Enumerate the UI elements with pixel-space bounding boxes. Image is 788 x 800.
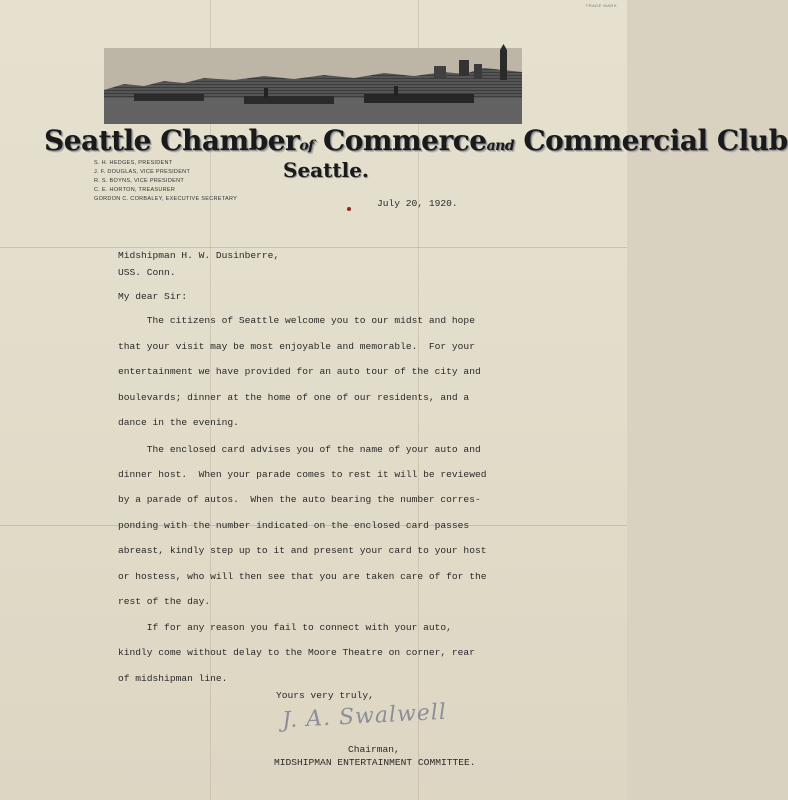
- handwritten-signature: J. A. Swalwell: [281, 699, 448, 734]
- letter-date: July 20, 1920.: [377, 198, 458, 209]
- signer-title: Chairman,: [348, 744, 400, 755]
- officer-line: S. H. HEDGES, PRESIDENT: [94, 160, 173, 166]
- body-line: kindly come without delay to the Moore Theatre on corner, rear: [118, 647, 475, 658]
- body-line: dance in the evening.: [118, 417, 239, 428]
- officer-line: J. F. DOUGLAS, VICE PRESIDENT: [94, 169, 191, 175]
- printer-mark: TRADE MARK: [585, 3, 617, 8]
- body-line: The citizens of Seattle welcome you to our midst and hope: [118, 315, 475, 326]
- club-name: [44, 124, 788, 157]
- officer-line: R. S. BOYNS, VICE PRESIDENT: [94, 178, 185, 184]
- club-name-part: Commercial Club: [523, 124, 788, 157]
- seattle-skyline-engraving: [104, 48, 522, 124]
- body-line: rest of the day.: [118, 596, 211, 607]
- fold-line: [0, 247, 627, 248]
- club-name-connector: and: [486, 138, 515, 154]
- body-line: of midshipman line.: [118, 673, 228, 684]
- body-line: boulevards; dinner at the home of one of our residents, and a: [118, 392, 470, 403]
- body-line: by a parade of autos. When the auto bearing the number corres-: [118, 494, 481, 505]
- ink-dot: [347, 207, 351, 211]
- salutation: My dear Sir:: [118, 291, 188, 302]
- body-line: ponding with the number indicated on the enclosed card passes: [118, 520, 470, 531]
- body-line: entertainment we have provided for an auto tour of the city and: [118, 366, 481, 377]
- committee-name: MIDSHIPMAN ENTERTAINMENT COMMITTEE.: [274, 757, 476, 768]
- body-line: or hostess, who will then see that you are taken care of for the: [118, 571, 487, 582]
- body-line: If for any reason you fail to connect with your auto,: [118, 622, 452, 633]
- city-name: Seattle.: [283, 158, 369, 182]
- officers-list: [94, 159, 237, 204]
- closing: Yours very truly,: [276, 690, 374, 701]
- club-name-part: Seattle Chamber: [44, 124, 300, 157]
- officer-line: C. E. HORTON, TREASURER: [94, 187, 176, 193]
- club-name-part: Commerce: [322, 124, 487, 157]
- club-name-connector: of: [299, 138, 314, 154]
- body-line: dinner host. When your parade comes to rest it will be reviewed: [118, 469, 487, 480]
- officer-line: GORDON C. CORBALEY, EXECUTIVE SECRETARY: [94, 196, 238, 202]
- body-line: that your visit may be most enjoyable and memorable. For your: [118, 341, 475, 352]
- recipient-name: Midshipman H. W. Dusinberre,: [118, 250, 280, 261]
- body-line: The enclosed card advises you of the name of your auto and: [118, 444, 481, 455]
- body-line: abreast, kindly step up to it and present your card to your host: [118, 545, 487, 556]
- recipient-ship: USS. Conn.: [118, 267, 176, 278]
